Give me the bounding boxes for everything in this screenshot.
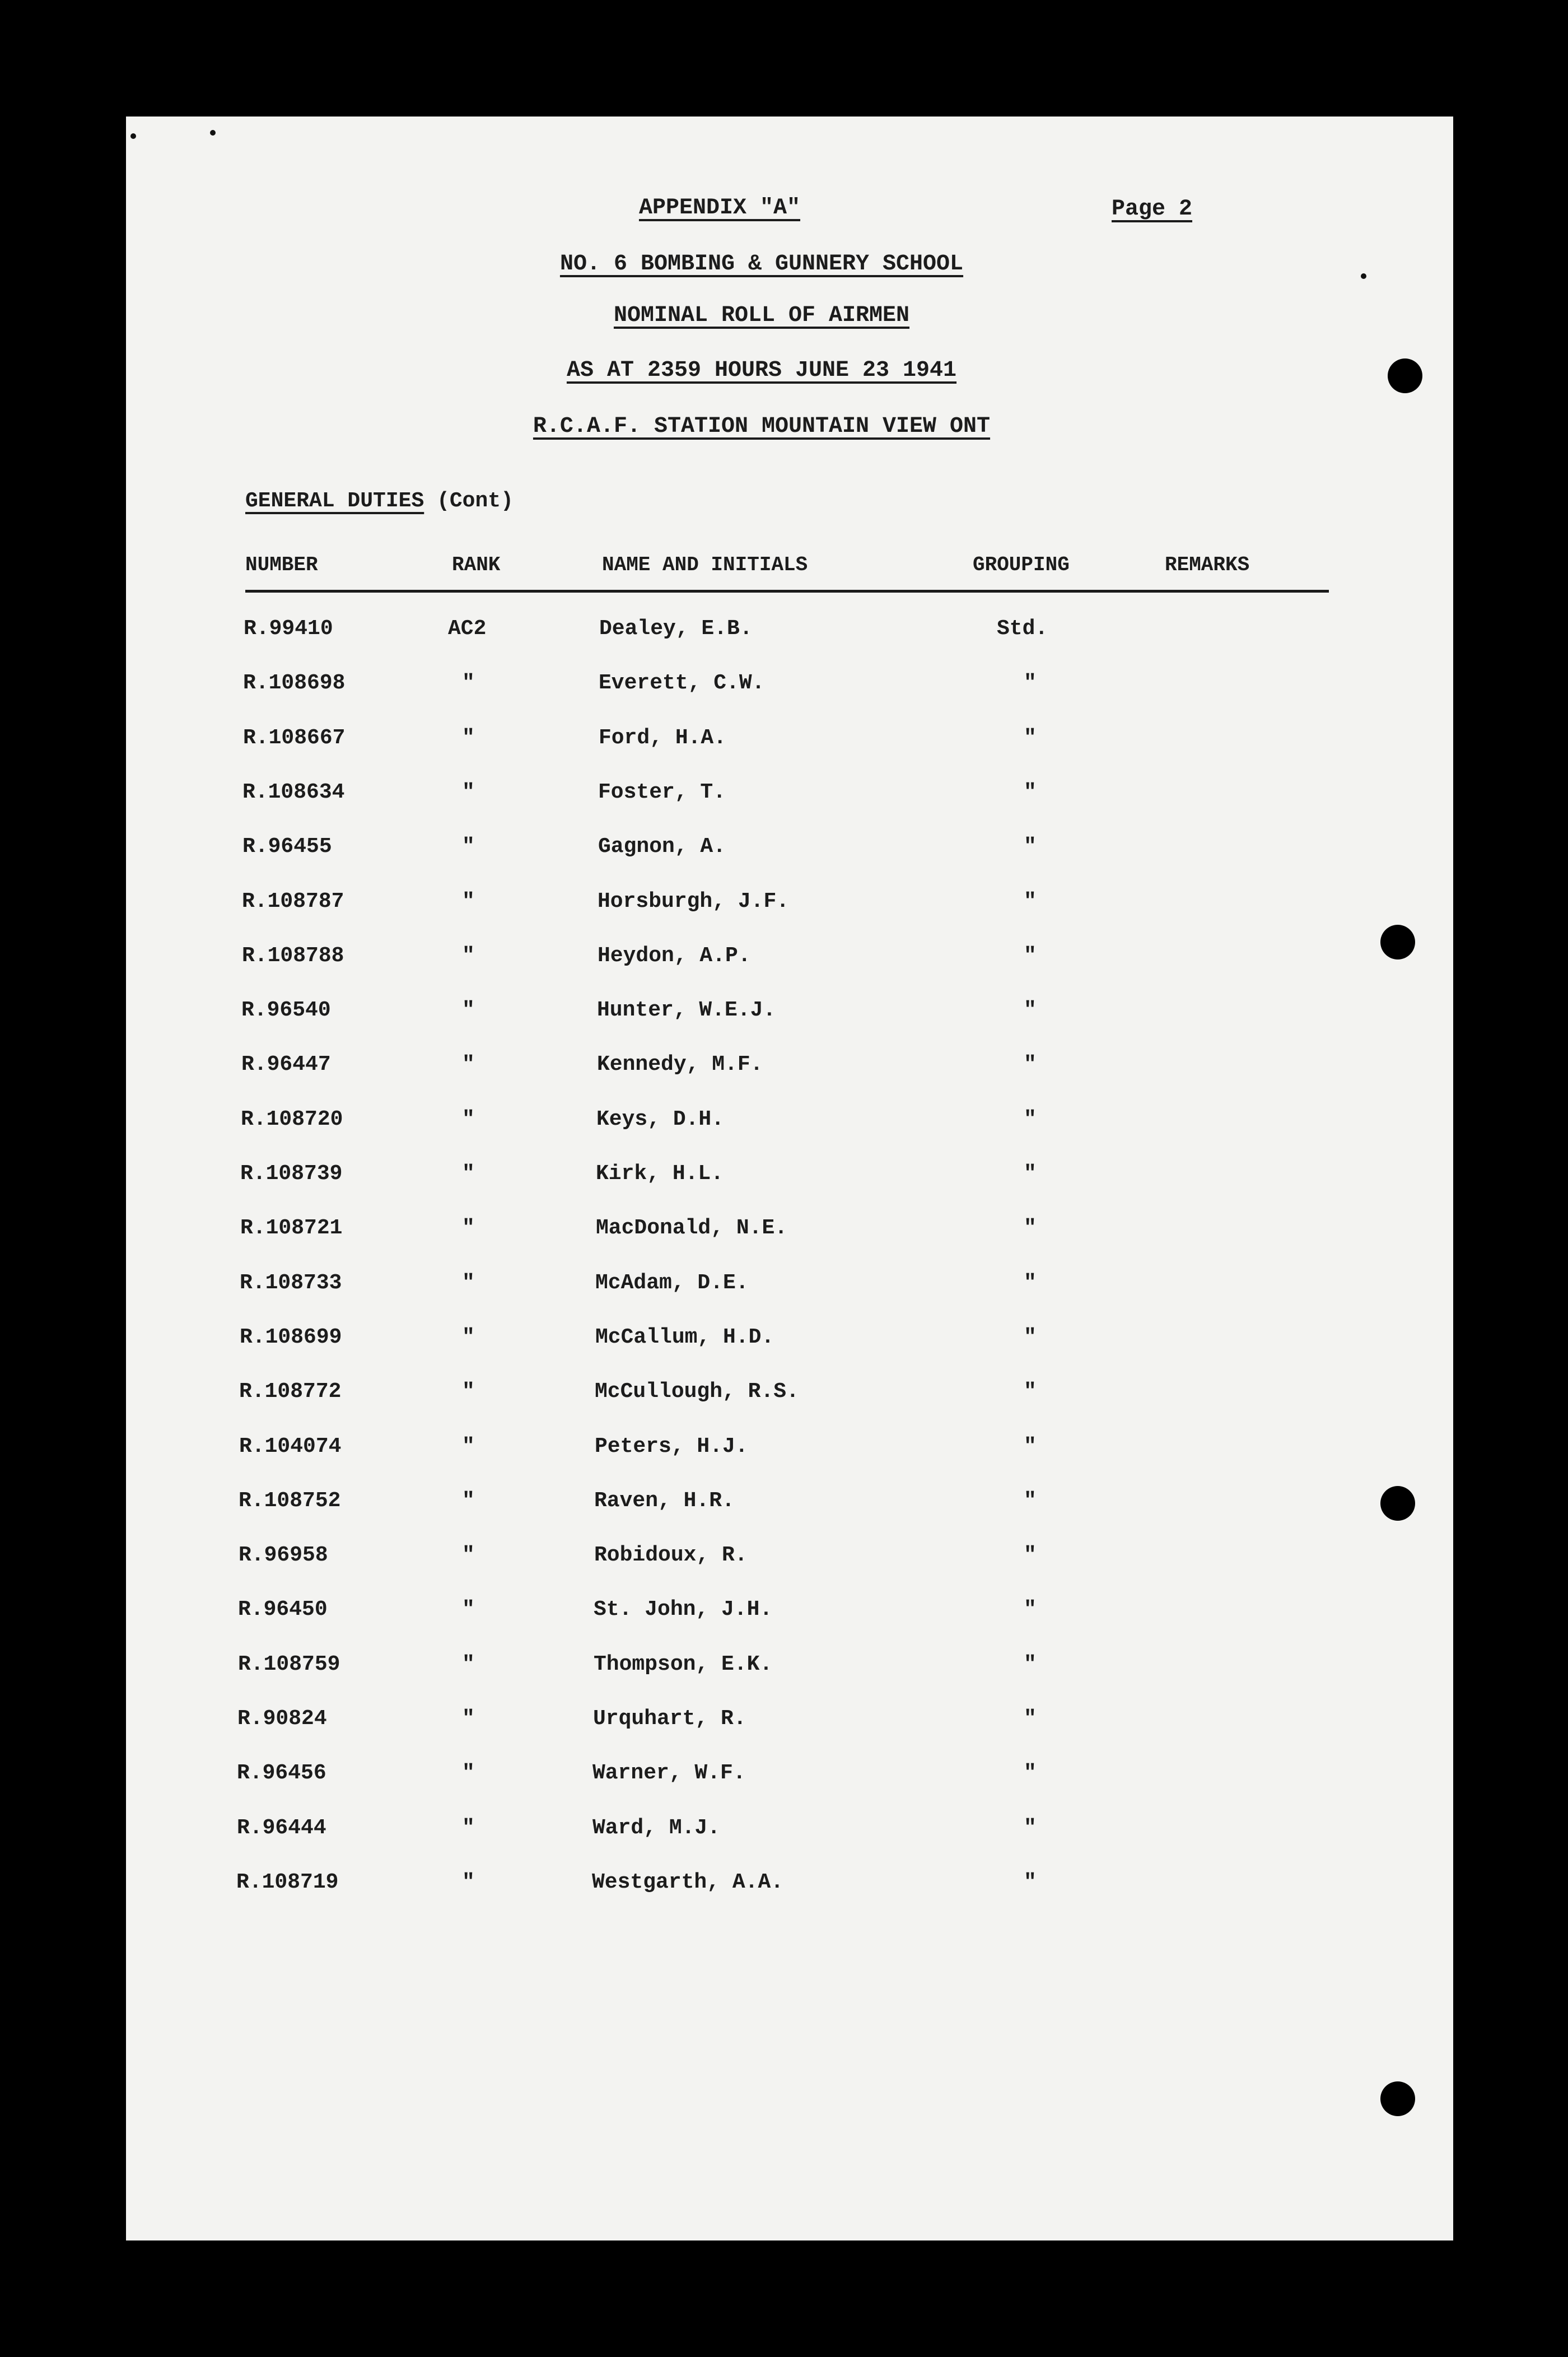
table-row xyxy=(126,1597,1453,1631)
table-row xyxy=(126,1434,1453,1468)
service-number: R.108721 xyxy=(240,1216,343,1241)
service-number: R.96540 xyxy=(241,998,331,1023)
service-number: R.108787 xyxy=(242,889,344,914)
rank-cell: " xyxy=(462,1707,475,1731)
rank-cell: " xyxy=(462,998,475,1023)
service-number: R.108699 xyxy=(240,1325,342,1349)
name-cell: Heydon, A.P. xyxy=(598,943,751,968)
rank-cell: " xyxy=(462,889,475,914)
table-row xyxy=(126,1216,1453,1250)
name-cell: McAdam, D.E. xyxy=(595,1270,749,1295)
school-heading: NO. 6 BOMBING & GUNNERY SCHOOL xyxy=(559,251,964,277)
grouping-cell: " xyxy=(1024,1652,1037,1676)
grouping-cell: " xyxy=(1024,1707,1037,1731)
rank-cell: " xyxy=(462,1434,475,1459)
name-cell: Horsburgh, J.F. xyxy=(598,889,790,914)
name-cell: Keys, D.H. xyxy=(596,1107,725,1131)
rank-cell: " xyxy=(462,725,475,750)
grouping-cell: " xyxy=(1024,889,1037,914)
table-row xyxy=(126,1489,1453,1522)
table-row xyxy=(126,1052,1453,1086)
table-row xyxy=(126,1652,1453,1686)
rank-cell: " xyxy=(462,943,475,968)
service-number: R.96456 xyxy=(237,1761,326,1786)
binder-hole xyxy=(1380,2081,1415,2116)
section-title xyxy=(245,489,514,513)
column-header-remarks: REMARKS xyxy=(1165,553,1250,576)
document-page xyxy=(126,117,1453,2240)
rank-cell: " xyxy=(462,1216,475,1241)
grouping-cell: " xyxy=(1024,1815,1037,1840)
service-number: R.108752 xyxy=(239,1488,341,1513)
service-number: R.108634 xyxy=(242,780,345,804)
grouping-cell: Std. xyxy=(997,617,1048,641)
grouping-cell: " xyxy=(1024,671,1037,696)
table-row xyxy=(126,1380,1453,1413)
station-heading: R.C.A.F. STATION MOUNTAIN VIEW ONT xyxy=(533,414,991,439)
service-number: R.108733 xyxy=(240,1270,342,1295)
rank-cell: " xyxy=(462,1107,475,1131)
table-row xyxy=(126,1707,1453,1740)
name-cell: Kennedy, M.F. xyxy=(597,1052,763,1077)
roll-heading: NOMINAL ROLL OF AIRMEN xyxy=(613,303,910,328)
name-cell: Hunter, W.E.J. xyxy=(597,998,776,1023)
ink-speck xyxy=(130,133,136,139)
name-cell: Ford, H.A. xyxy=(599,725,727,750)
name-cell: Everett, C.W. xyxy=(599,671,765,696)
service-number: R.108667 xyxy=(243,725,346,750)
section-suffix: (Cont) xyxy=(437,489,514,513)
service-number: R.104074 xyxy=(239,1434,342,1459)
rank-cell: " xyxy=(462,1597,475,1622)
service-number: R.96450 xyxy=(238,1597,328,1622)
table-row xyxy=(126,780,1453,814)
table-row xyxy=(126,1107,1453,1141)
name-cell: MacDonald, N.E. xyxy=(596,1216,788,1241)
table-row xyxy=(126,998,1453,1032)
table-row xyxy=(126,1870,1453,1904)
rank-cell: " xyxy=(462,1488,475,1513)
rank-cell: " xyxy=(462,1162,475,1186)
table-row xyxy=(126,1761,1453,1795)
name-cell: Westgarth, A.A. xyxy=(592,1870,784,1894)
grouping-cell: " xyxy=(1024,1870,1037,1894)
service-number: R.108759 xyxy=(238,1652,340,1676)
name-cell: Warner, W.F. xyxy=(592,1761,746,1786)
service-number: R.108720 xyxy=(241,1107,343,1131)
name-cell: McCallum, H.D. xyxy=(595,1325,774,1349)
rank-cell: " xyxy=(462,1270,475,1295)
table-row xyxy=(126,671,1453,705)
rank-cell: " xyxy=(462,1870,475,1894)
grouping-cell: " xyxy=(1024,1543,1037,1568)
grouping-cell: " xyxy=(1024,1434,1037,1459)
service-number: R.96958 xyxy=(239,1543,328,1568)
rank-cell: " xyxy=(462,1652,475,1676)
service-number: R.108719 xyxy=(236,1870,339,1894)
table-row xyxy=(126,1162,1453,1195)
ink-speck xyxy=(210,130,216,136)
table-row xyxy=(126,889,1453,923)
service-number: R.90824 xyxy=(237,1707,327,1731)
name-cell: Kirk, H.L. xyxy=(596,1162,724,1186)
service-number: R.108772 xyxy=(239,1380,342,1404)
grouping-cell: " xyxy=(1024,998,1037,1023)
name-cell: Ward, M.J. xyxy=(592,1815,721,1840)
grouping-cell: " xyxy=(1024,780,1037,804)
grouping-cell: " xyxy=(1024,835,1037,859)
rank-cell: " xyxy=(462,671,475,696)
header-rule xyxy=(245,590,1329,593)
name-cell: Peters, H.J. xyxy=(595,1434,748,1459)
table-row xyxy=(126,1816,1453,1850)
grouping-cell: " xyxy=(1024,725,1037,750)
rank-cell: " xyxy=(462,1052,475,1077)
date-heading: AS AT 2359 HOURS JUNE 23 1941 xyxy=(566,358,957,383)
grouping-cell: " xyxy=(1024,1107,1037,1131)
appendix-heading: APPENDIX "A" xyxy=(638,195,801,221)
column-header-number: NUMBER xyxy=(245,553,318,576)
name-cell: McCullough, R.S. xyxy=(595,1380,799,1404)
grouping-cell: " xyxy=(1024,1488,1037,1513)
column-header-grouping: GROUPING xyxy=(973,553,1070,576)
service-number: R.108788 xyxy=(242,943,344,968)
table-row xyxy=(126,1543,1453,1577)
rank-cell: " xyxy=(462,780,475,804)
grouping-cell: " xyxy=(1024,1597,1037,1622)
service-number: R.99410 xyxy=(244,617,333,641)
service-number: R.96444 xyxy=(237,1815,326,1840)
grouping-cell: " xyxy=(1024,1761,1037,1786)
service-number: R.96447 xyxy=(241,1052,331,1077)
name-cell: Dealey, E.B. xyxy=(599,617,753,641)
grouping-cell: " xyxy=(1024,1052,1037,1077)
name-cell: Raven, H.R. xyxy=(594,1488,735,1513)
name-cell: Foster, T. xyxy=(598,780,726,804)
rank-cell: " xyxy=(462,1325,475,1349)
service-number: R.96455 xyxy=(242,835,332,859)
rank-cell: AC2 xyxy=(448,617,487,641)
table-header xyxy=(126,553,1453,581)
grouping-cell: " xyxy=(1024,1216,1037,1241)
name-cell: Robidoux, R. xyxy=(594,1543,748,1568)
rank-cell: " xyxy=(462,835,475,859)
page-number: Page 2 xyxy=(1112,197,1193,222)
table-row xyxy=(126,1325,1453,1359)
table-row xyxy=(126,1271,1453,1305)
name-cell: Gagnon, A. xyxy=(598,835,726,859)
rank-cell: " xyxy=(462,1815,475,1840)
service-number: R.108739 xyxy=(240,1162,343,1186)
name-cell: Urquhart, R. xyxy=(593,1707,746,1731)
column-header-rank: RANK xyxy=(452,553,501,576)
grouping-cell: " xyxy=(1024,943,1037,968)
table-row xyxy=(126,944,1453,977)
table-row xyxy=(126,835,1453,868)
rank-cell: " xyxy=(462,1761,475,1786)
grouping-cell: " xyxy=(1024,1270,1037,1295)
table-row xyxy=(126,726,1453,760)
name-cell: Thompson, E.K. xyxy=(594,1652,773,1676)
grouping-cell: " xyxy=(1024,1380,1037,1404)
section-name: GENERAL DUTIES xyxy=(245,489,424,513)
rank-cell: " xyxy=(462,1543,475,1568)
grouping-cell: " xyxy=(1024,1162,1037,1186)
grouping-cell: " xyxy=(1024,1325,1037,1349)
name-cell: St. John, J.H. xyxy=(594,1597,773,1622)
service-number: R.108698 xyxy=(243,671,346,696)
rank-cell: " xyxy=(462,1380,475,1404)
table-row xyxy=(126,617,1453,650)
column-header-name: NAME AND INITIALS xyxy=(602,553,808,576)
